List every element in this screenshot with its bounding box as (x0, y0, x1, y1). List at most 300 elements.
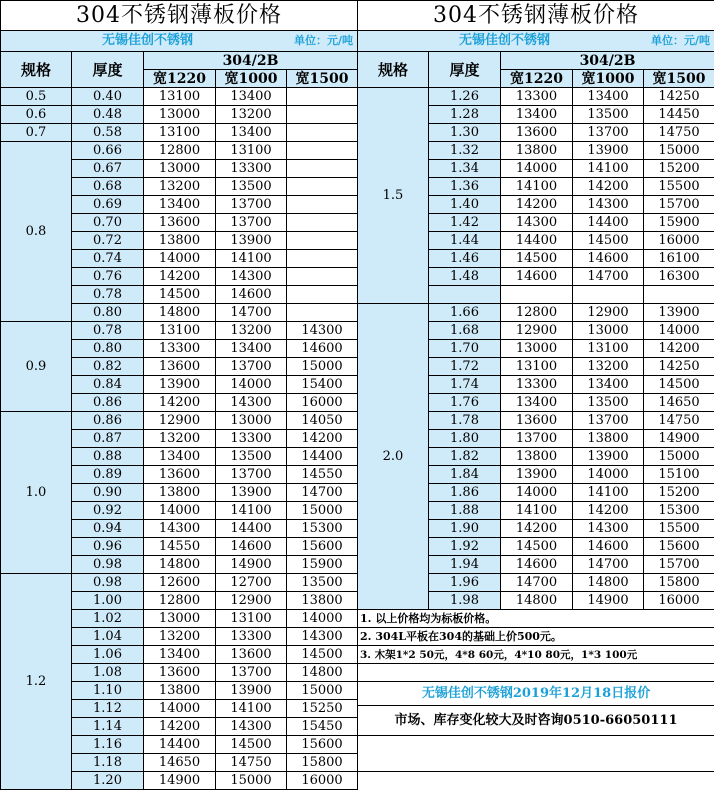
table-row (358, 304, 714, 322)
price-cell (644, 286, 714, 304)
price-cell: 14400 (501, 232, 573, 250)
price-cell: 15200 (644, 160, 714, 178)
price-cell: 15300 (644, 502, 714, 520)
price-cell: 14750 (644, 124, 714, 142)
price-cell: 15000 (287, 682, 358, 700)
company-unit-row (1, 31, 358, 52)
thickness-cell: 1.68 (429, 322, 501, 340)
thickness-cell: 0.76 (72, 268, 144, 286)
price-cell: 14000 (144, 700, 216, 718)
price-cell: 14800 (144, 556, 216, 574)
thickness-cell: 1.02 (72, 610, 144, 628)
thickness-cell: 0.48 (72, 106, 144, 124)
price-cell: 13400 (573, 376, 644, 394)
price-cell: 12700 (216, 574, 287, 592)
spec-cell: 0.6 (1, 106, 72, 124)
price-cell: 13500 (216, 178, 287, 196)
thickness-cell: 1.98 (429, 592, 501, 610)
price-cell: 13100 (144, 88, 216, 106)
thickness-cell: 1.74 (429, 376, 501, 394)
price-cell: 14800 (287, 664, 358, 682)
price-cell: 12600 (144, 574, 216, 592)
price-cell: 13100 (501, 358, 573, 376)
spec-header: 规格 (1, 52, 72, 88)
price-cell: 14750 (644, 412, 714, 430)
price-cell: 14000 (144, 250, 216, 268)
price-cell: 15000 (287, 358, 358, 376)
thickness-cell: 1.48 (429, 268, 501, 286)
price-cell: 15800 (644, 574, 714, 592)
price-cell: 14300 (144, 520, 216, 538)
price-cell: 13500 (573, 106, 644, 124)
price-cell: 14400 (573, 214, 644, 232)
thickness-cell: 1.08 (72, 664, 144, 682)
thickness-cell: 1.28 (429, 106, 501, 124)
thickness-cell: 1.12 (72, 700, 144, 718)
thickness-cell: 0.86 (72, 394, 144, 412)
price-cell: 14300 (573, 520, 644, 538)
thickness-cell: 0.66 (72, 142, 144, 160)
price-cell: 14550 (144, 538, 216, 556)
price-cell (287, 160, 358, 178)
thickness-cell: 1.40 (429, 196, 501, 214)
thickness-cell: 0.89 (72, 466, 144, 484)
price-cell: 16000 (287, 394, 358, 412)
price-cell: 15250 (287, 700, 358, 718)
spec-cell: 2.0 (358, 304, 429, 610)
price-cell: 14100 (216, 700, 287, 718)
price-cell: 14100 (501, 502, 573, 520)
quote-line: 无锡佳创不锈钢2019年12月18日报价 (358, 682, 714, 706)
price-cell: 15000 (216, 772, 287, 790)
price-cell: 14200 (501, 196, 573, 214)
price-cell (287, 286, 358, 304)
price-cell: 15000 (287, 502, 358, 520)
price-cell (287, 196, 358, 214)
price-cell: 13200 (216, 106, 287, 124)
thickness-cell: 1.34 (429, 160, 501, 178)
table-row (1, 106, 358, 124)
price-cell: 14900 (144, 772, 216, 790)
table-row (1, 124, 358, 142)
thickness-header: 厚度 (429, 52, 501, 88)
price-cell: 14200 (573, 502, 644, 520)
thickness-cell: 0.80 (72, 340, 144, 358)
price-cell: 13900 (644, 304, 714, 322)
thickness-cell: 1.18 (72, 754, 144, 772)
price-cell: 13100 (216, 142, 287, 160)
price-cell: 14600 (216, 538, 287, 556)
price-cell: 14700 (287, 484, 358, 502)
price-cell: 13600 (501, 412, 573, 430)
price-cell: 14700 (216, 304, 287, 322)
price-cell: 13700 (216, 196, 287, 214)
thickness-cell: 1.66 (429, 304, 501, 322)
price-cell (287, 178, 358, 196)
price-cell: 12900 (573, 304, 644, 322)
price-cell: 13400 (501, 394, 573, 412)
thickness-cell: 1.78 (429, 412, 501, 430)
thickness-cell: 1.00 (72, 592, 144, 610)
price-cell: 13900 (573, 142, 644, 160)
price-cell (287, 232, 358, 250)
price-cell: 14100 (216, 250, 287, 268)
price-cell: 13700 (573, 412, 644, 430)
grade-header: 304/2B (501, 52, 714, 70)
thickness-cell: 1.20 (72, 772, 144, 790)
price-cell: 14200 (144, 268, 216, 286)
price-cell: 14500 (144, 286, 216, 304)
price-cell: 13000 (216, 412, 287, 430)
thickness-cell: 1.82 (429, 448, 501, 466)
price-cell: 14100 (501, 178, 573, 196)
price-cell: 14900 (216, 556, 287, 574)
thickness-cell: 1.76 (429, 394, 501, 412)
thickness-cell: 0.74 (72, 250, 144, 268)
price-cell: 14600 (287, 340, 358, 358)
price-cell: 14750 (216, 754, 287, 772)
price-cell: 15700 (644, 556, 714, 574)
price-cell: 14300 (287, 322, 358, 340)
price-cell: 14200 (144, 718, 216, 736)
thickness-cell: 0.96 (72, 538, 144, 556)
price-cell: 15100 (644, 466, 714, 484)
price-cell: 14050 (287, 412, 358, 430)
price-cell: 14100 (216, 502, 287, 520)
width-header: 宽1500 (287, 70, 358, 88)
price-cell: 14450 (644, 106, 714, 124)
price-cell: 13600 (501, 124, 573, 142)
price-cell: 14600 (573, 538, 644, 556)
price-cell: 14250 (644, 358, 714, 376)
thickness-cell: 1.04 (72, 628, 144, 646)
right-price-table (357, 0, 714, 772)
price-cell: 13000 (144, 160, 216, 178)
price-cell: 14500 (501, 538, 573, 556)
price-cell: 14200 (644, 340, 714, 358)
price-cell: 15700 (644, 196, 714, 214)
price-cell: 13300 (216, 430, 287, 448)
price-cell (287, 88, 358, 106)
price-cell: 14500 (216, 736, 287, 754)
thickness-cell: 0.98 (72, 574, 144, 592)
thickness-cell: 1.80 (429, 430, 501, 448)
price-cell: 14000 (287, 610, 358, 628)
price-cell: 13700 (216, 664, 287, 682)
thickness-cell: 0.67 (72, 160, 144, 178)
thickness-cell: 1.94 (429, 556, 501, 574)
price-cell: 13800 (287, 592, 358, 610)
price-cell: 14500 (501, 250, 573, 268)
price-cell: 13300 (501, 88, 573, 106)
thickness-cell (429, 286, 501, 304)
price-cell: 13400 (216, 340, 287, 358)
price-cell: 13700 (573, 124, 644, 142)
price-cell: 15600 (644, 538, 714, 556)
price-cell: 13800 (501, 142, 573, 160)
price-cell: 13200 (144, 628, 216, 646)
thickness-cell: 1.36 (429, 178, 501, 196)
price-cell: 15900 (644, 214, 714, 232)
spec-header: 规格 (358, 52, 429, 88)
price-cell: 14000 (573, 466, 644, 484)
price-cell: 13500 (216, 448, 287, 466)
price-cell: 13400 (216, 124, 287, 142)
thickness-cell: 0.82 (72, 358, 144, 376)
width-header: 宽1000 (573, 70, 644, 88)
price-cell: 13700 (501, 430, 573, 448)
price-cell: 15000 (644, 142, 714, 160)
price-cell: 15900 (287, 556, 358, 574)
price-cell: 14400 (287, 448, 358, 466)
price-cell: 13800 (501, 448, 573, 466)
price-cell: 14200 (573, 178, 644, 196)
width-header: 宽1500 (644, 70, 714, 88)
table-row (1, 88, 358, 106)
price-cell: 13200 (573, 358, 644, 376)
thickness-cell: 0.68 (72, 178, 144, 196)
price-cell: 14200 (144, 394, 216, 412)
price-cell: 14800 (144, 304, 216, 322)
thickness-cell: 1.70 (429, 340, 501, 358)
price-cell (287, 250, 358, 268)
table-row (1, 412, 358, 430)
table-row (358, 88, 714, 106)
price-cell: 13300 (216, 628, 287, 646)
blank-row (358, 736, 714, 772)
price-cell: 14000 (216, 376, 287, 394)
price-cell: 14900 (644, 430, 714, 448)
price-cell: 12800 (501, 304, 573, 322)
thickness-cell: 1.96 (429, 574, 501, 592)
price-cell: 13700 (216, 358, 287, 376)
price-cell: 14000 (501, 160, 573, 178)
unit-label: 单位：元/吨 (651, 34, 711, 47)
price-cell: 14600 (501, 268, 573, 286)
price-cell: 14600 (216, 286, 287, 304)
price-cell (287, 304, 358, 322)
price-cell: 15400 (287, 376, 358, 394)
price-cell: 14700 (573, 556, 644, 574)
price-cell: 13600 (216, 646, 287, 664)
price-cell: 14550 (287, 466, 358, 484)
price-cell: 13800 (144, 232, 216, 250)
grade-header: 304/2B (144, 52, 358, 70)
price-cell: 13700 (216, 466, 287, 484)
price-cell: 14100 (573, 484, 644, 502)
price-cell: 14300 (216, 394, 287, 412)
price-cell: 14500 (644, 376, 714, 394)
company-unit-row (358, 31, 714, 52)
price-cell: 14300 (287, 628, 358, 646)
price-cell: 15600 (287, 538, 358, 556)
price-cell: 12800 (144, 592, 216, 610)
thickness-cell: 1.72 (429, 358, 501, 376)
price-cell (287, 106, 358, 124)
unit-label: 单位：元/吨 (294, 34, 354, 47)
price-cell: 14300 (216, 268, 287, 286)
price-cell: 13500 (573, 394, 644, 412)
price-cell: 13400 (501, 106, 573, 124)
price-cell: 12800 (144, 142, 216, 160)
price-cell: 13600 (144, 466, 216, 484)
thickness-cell: 0.98 (72, 556, 144, 574)
price-cell: 14400 (216, 520, 287, 538)
spec-cell: 0.9 (1, 322, 72, 412)
price-cell: 14100 (573, 160, 644, 178)
thickness-cell: 0.40 (72, 88, 144, 106)
price-cell: 13400 (216, 88, 287, 106)
table-row (1, 142, 358, 160)
note-line: 1. 以上价格均为标板价格。 (358, 610, 714, 628)
thickness-cell: 0.86 (72, 412, 144, 430)
price-cell: 13300 (501, 376, 573, 394)
price-cell: 13900 (216, 484, 287, 502)
price-cell: 15500 (644, 178, 714, 196)
spec-cell: 0.5 (1, 88, 72, 106)
price-cell: 14000 (501, 484, 573, 502)
price-cell: 15450 (287, 718, 358, 736)
table-title: 304不锈钢薄板价格 (1, 1, 358, 31)
price-cell: 13000 (501, 340, 573, 358)
price-cell: 16300 (644, 268, 714, 286)
price-cell: 12900 (216, 592, 287, 610)
price-cell: 13400 (144, 646, 216, 664)
thickness-cell: 1.46 (429, 250, 501, 268)
price-cell: 14300 (216, 718, 287, 736)
thickness-cell: 0.92 (72, 502, 144, 520)
price-cell: 16000 (644, 232, 714, 250)
price-cell: 13000 (144, 106, 216, 124)
price-cell: 13800 (144, 682, 216, 700)
price-cell: 13900 (501, 466, 573, 484)
note-line: 3. 木架1*2 50元，4*8 60元，4*10 80元，1*3 100元 (358, 646, 714, 664)
price-cell: 13300 (144, 340, 216, 358)
price-cell (287, 124, 358, 142)
price-cell: 14200 (287, 430, 358, 448)
blank-row (358, 664, 714, 682)
price-cell: 14800 (501, 592, 573, 610)
price-cell: 15500 (644, 520, 714, 538)
price-cell: 13200 (144, 430, 216, 448)
thickness-cell: 0.87 (72, 430, 144, 448)
price-cell: 13100 (144, 322, 216, 340)
price-cell: 14300 (573, 196, 644, 214)
price-cell: 16100 (644, 250, 714, 268)
thickness-cell: 1.26 (429, 88, 501, 106)
price-cell: 15200 (644, 484, 714, 502)
price-cell: 13900 (144, 376, 216, 394)
price-cell: 13400 (573, 88, 644, 106)
price-cell: 14400 (144, 736, 216, 754)
spec-cell: 1.0 (1, 412, 72, 574)
price-cell: 14700 (573, 268, 644, 286)
price-cell: 12900 (501, 322, 573, 340)
price-cell: 14650 (644, 394, 714, 412)
thickness-cell: 0.70 (72, 214, 144, 232)
price-cell: 13400 (144, 448, 216, 466)
thickness-header: 厚度 (72, 52, 144, 88)
price-cell: 14800 (573, 574, 644, 592)
price-cell: 14000 (644, 322, 714, 340)
thickness-cell: 0.78 (72, 322, 144, 340)
price-cell: 16000 (287, 772, 358, 790)
price-cell: 14650 (144, 754, 216, 772)
price-cell: 16000 (644, 592, 714, 610)
price-cell: 15800 (287, 754, 358, 772)
price-cell: 13900 (216, 682, 287, 700)
thickness-cell: 1.88 (429, 502, 501, 520)
price-cell: 13100 (573, 340, 644, 358)
thickness-cell: 0.72 (72, 232, 144, 250)
spec-cell: 0.7 (1, 124, 72, 142)
price-cell: 14200 (501, 520, 573, 538)
table-row (1, 322, 358, 340)
table-title: 304不锈钢薄板价格 (358, 1, 714, 31)
thickness-cell: 1.16 (72, 736, 144, 754)
price-cell: 14900 (573, 592, 644, 610)
price-cell: 14600 (573, 250, 644, 268)
thickness-cell: 0.94 (72, 520, 144, 538)
thickness-cell: 1.44 (429, 232, 501, 250)
price-cell: 13300 (216, 160, 287, 178)
thickness-cell: 0.88 (72, 448, 144, 466)
thickness-cell: 1.90 (429, 520, 501, 538)
thickness-cell: 1.14 (72, 718, 144, 736)
price-cell: 13000 (144, 610, 216, 628)
company-name: 无锡佳创不锈钢 (459, 33, 551, 48)
price-cell (287, 268, 358, 286)
price-cell: 14600 (501, 556, 573, 574)
price-cell: 13200 (144, 178, 216, 196)
price-cell: 14250 (644, 88, 714, 106)
price-cell (501, 286, 573, 304)
price-cell: 13200 (216, 322, 287, 340)
price-cell: 13000 (573, 322, 644, 340)
price-cell: 13900 (216, 232, 287, 250)
price-cell: 13600 (144, 358, 216, 376)
thickness-cell: 0.84 (72, 376, 144, 394)
price-cell: 14300 (501, 214, 573, 232)
thickness-cell: 0.58 (72, 124, 144, 142)
spec-cell: 0.8 (1, 142, 72, 322)
thickness-cell: 0.80 (72, 304, 144, 322)
spec-cell: 1.2 (1, 574, 72, 790)
price-cell: 15000 (644, 448, 714, 466)
price-cell: 13100 (216, 610, 287, 628)
width-header: 宽1220 (501, 70, 573, 88)
thickness-cell: 1.92 (429, 538, 501, 556)
thickness-cell: 1.32 (429, 142, 501, 160)
price-cell: 15600 (287, 736, 358, 754)
price-cell: 14000 (144, 502, 216, 520)
width-header: 宽1220 (144, 70, 216, 88)
price-cell: 13600 (144, 214, 216, 232)
table-row (1, 574, 358, 592)
note-line: 2. 304L平板在304的基础上价500元。 (358, 628, 714, 646)
price-cell: 13800 (573, 430, 644, 448)
price-cell (287, 142, 358, 160)
price-cell: 14700 (501, 574, 573, 592)
price-cell: 15300 (287, 520, 358, 538)
price-cell: 13600 (144, 664, 216, 682)
thickness-cell: 1.42 (429, 214, 501, 232)
thickness-cell: 1.84 (429, 466, 501, 484)
thickness-cell: 0.78 (72, 286, 144, 304)
company-name: 无锡佳创不锈钢 (102, 33, 194, 48)
price-cell: 13700 (216, 214, 287, 232)
price-cell: 13500 (287, 574, 358, 592)
